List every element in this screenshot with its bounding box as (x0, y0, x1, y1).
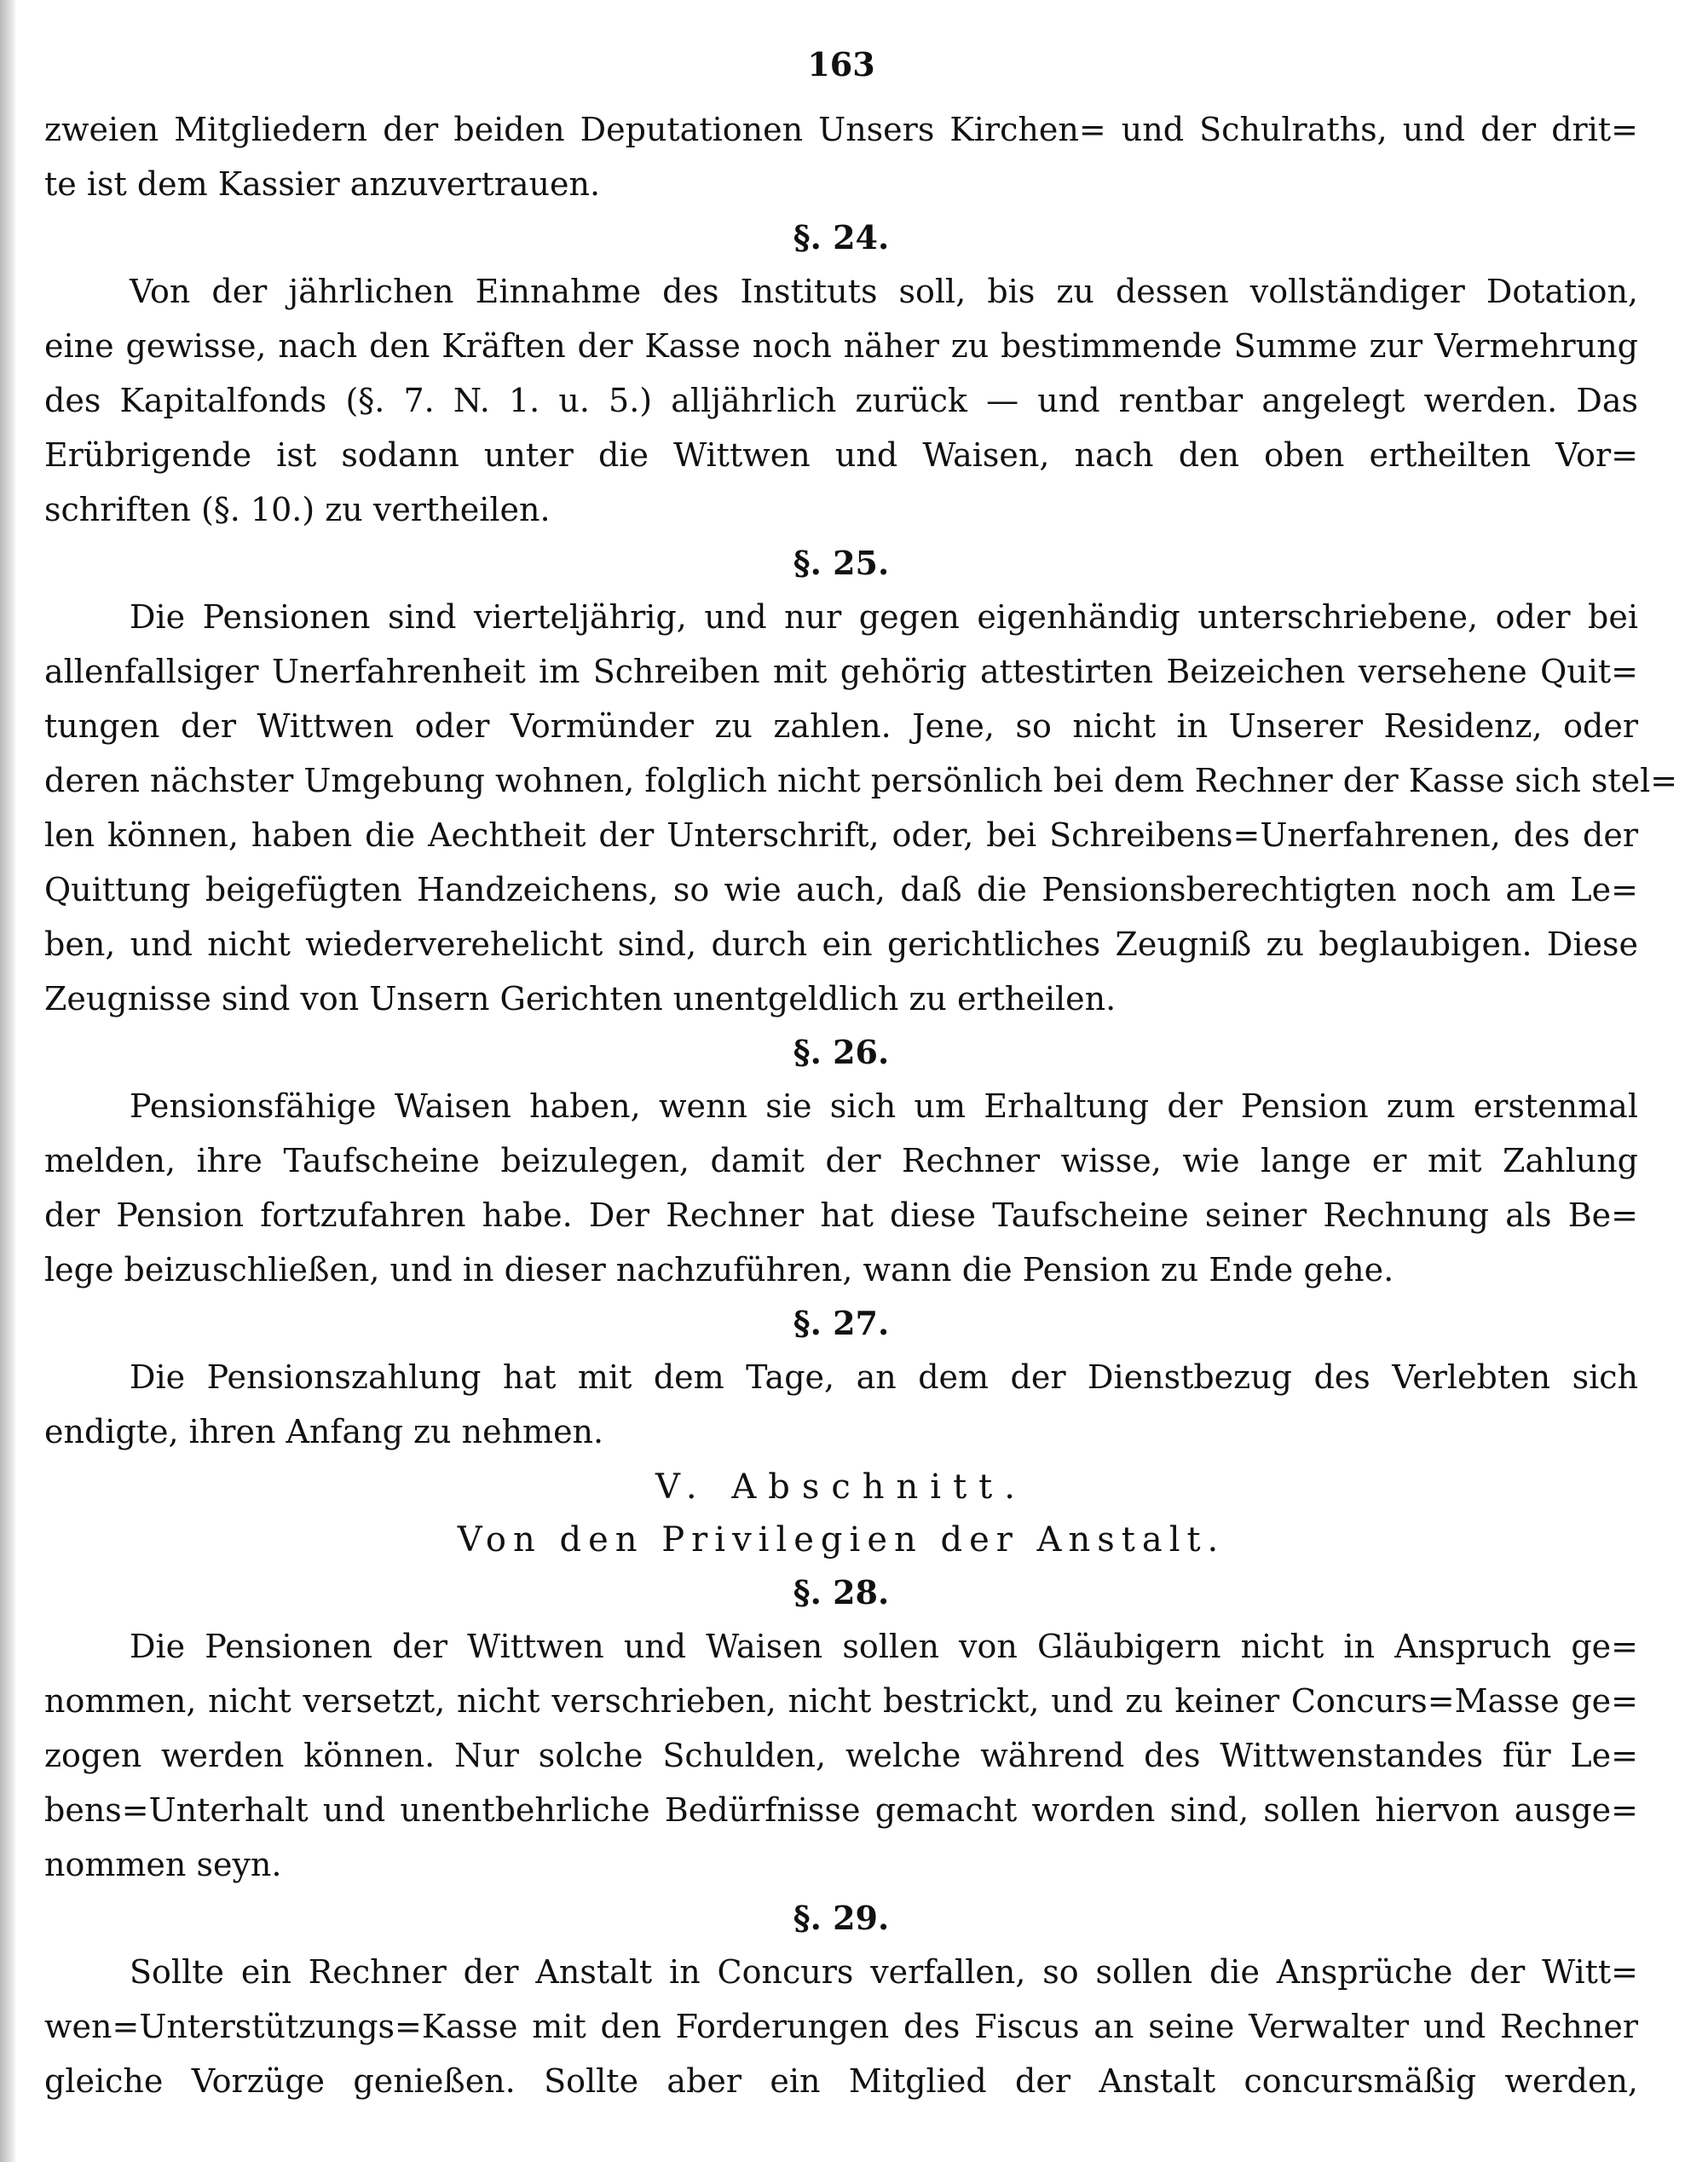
paragraph-section-25 (44, 590, 1678, 1026)
text-line: Die Pensionszahlung hat mit dem Tage, an dem der Dienstbezug des Verlebten sich (130, 1358, 1638, 1396)
text-line: Zeugnisse sind von Unsern Gerichten unentgeldlich zu ertheilen. (44, 980, 1117, 1018)
text-line: nommen, nicht versetzt, nicht verschrieben, nicht bestrickt, und zu keiner Concurs=Masse ge= (44, 1682, 1638, 1720)
text-line: Pensionsfähige Waisen haben, wenn sie sich um Erhaltung der Pension zum erstenmal (130, 1087, 1638, 1125)
paragraph-section-27 (44, 1350, 1638, 1459)
text-line: zogen werden können. Nur solche Schulden, welche während des Wittwenstandes für Le= (44, 1737, 1638, 1774)
text-line: schriften (§. 10.) zu vertheilen. (44, 491, 551, 528)
text-line: ben, und nicht wiederverehelicht sind, durch ein gerichtliches Zeugniß zu beglaubigen. Diese (44, 925, 1638, 963)
text-line: gleiche Vorzüge genießen. Sollte aber ein Mitglied der Anstalt concursmäßig werden, (44, 2062, 1638, 2100)
paragraph-section-24 (44, 264, 1638, 537)
text-line: te ist dem Kassier anzuvertrauen. (44, 165, 601, 203)
text-line: des Kapitalfonds (§. 7. N. 1. u. 5.) alljährlich zurück — und rentbar angelegt werden. Das (44, 382, 1638, 419)
text-line: allenfallsiger Unerfahrenheit im Schreiben mit gehörig attestirten Beizeichen versehene Quit= (44, 653, 1638, 690)
text-line: eine gewisse, nach den Kräften der Kasse noch näher zu bestimmende Summe zur Vermehrung (44, 327, 1638, 365)
text-line: melden, ihre Taufscheine beizulegen, damit der Rechner wisse, wie lange er mit Zahlung (44, 1142, 1638, 1179)
paragraph-section-26 (44, 1079, 1638, 1297)
text-line: Von der jährlichen Einnahme des Instituts soll, bis zu dessen vollständiger Dotation, (130, 273, 1638, 310)
text-line: Die Pensionen der Wittwen und Waisen sollen von Gläubigern nicht in Anspruch ge= (130, 1628, 1638, 1665)
paragraph-continuation (44, 102, 1638, 211)
paragraph-section-28 (44, 1619, 1638, 1892)
section-heading: §. 28. (793, 1573, 890, 1611)
section-heading: §. 25. (793, 544, 890, 582)
section-heading: §. 29. (793, 1899, 890, 1937)
paragraph-section-29 (44, 1945, 1638, 2108)
text-line: zweien Mitgliedern der beiden Deputationen Unsers Kirchen= und Schulraths, und der drit= (44, 111, 1638, 148)
text-line: deren nächster Umgebung wohnen, folglich nicht persönlich bei dem Rechner der Kasse sich stel= (44, 762, 1678, 799)
text-line: der Pension fortzufahren habe. Der Rechner hat diese Taufscheine seiner Rechnung als Be= (44, 1196, 1638, 1234)
scan-edge-shadow (0, 0, 15, 2162)
text-line: Die Pensionen sind vierteljährig, und nur gegen eigenhändig unterschriebene, oder bei (130, 598, 1638, 636)
text-line: bens=Unterhalt und unentbehrliche Bedürfnisse gemacht worden sind, sollen hiervon ausge= (44, 1791, 1638, 1829)
text-line: Quittung beigefügten Handzeichens, so wie auch, daß die Pensionsberechtigten noch am Le= (44, 871, 1638, 908)
text-line: lege beizuschließen, und in dieser nachzuführen, wann die Pension zu Ende gehe. (44, 1251, 1394, 1289)
chapter-heading: V. Abschnitt. (655, 1467, 1027, 1507)
document-page (44, 34, 1678, 2108)
section-heading: §. 24. (793, 218, 890, 257)
chapter-subtitle: Von den Privilegien der Anstalt. (457, 1520, 1226, 1560)
text-line: Erübrigende ist sodann unter die Wittwen und Waisen, nach den oben ertheilten Vor= (44, 436, 1638, 474)
text-line: endigte, ihren Anfang zu nehmen. (44, 1413, 604, 1450)
text-line: Sollte ein Rechner der Anstalt in Concurs verfallen, so sollen die Ansprüche der Witt= (130, 1953, 1638, 1991)
page-number: 163 (807, 45, 875, 84)
text-line: wen=Unterstützungs=Kasse mit den Forderungen des Fiscus an seine Verwalter und Rechner (44, 2008, 1638, 2045)
section-heading: §. 26. (793, 1033, 890, 1071)
text-line: len können, haben die Aechtheit der Unterschrift, oder, bei Schreibens=Unerfahrenen, des der (44, 816, 1638, 854)
text-line: nommen seyn. (44, 1846, 282, 1883)
section-heading: §. 27. (793, 1304, 890, 1342)
text-line: tungen der Wittwen oder Vormünder zu zahlen. Jene, so nicht in Unserer Residenz, oder (44, 707, 1638, 745)
